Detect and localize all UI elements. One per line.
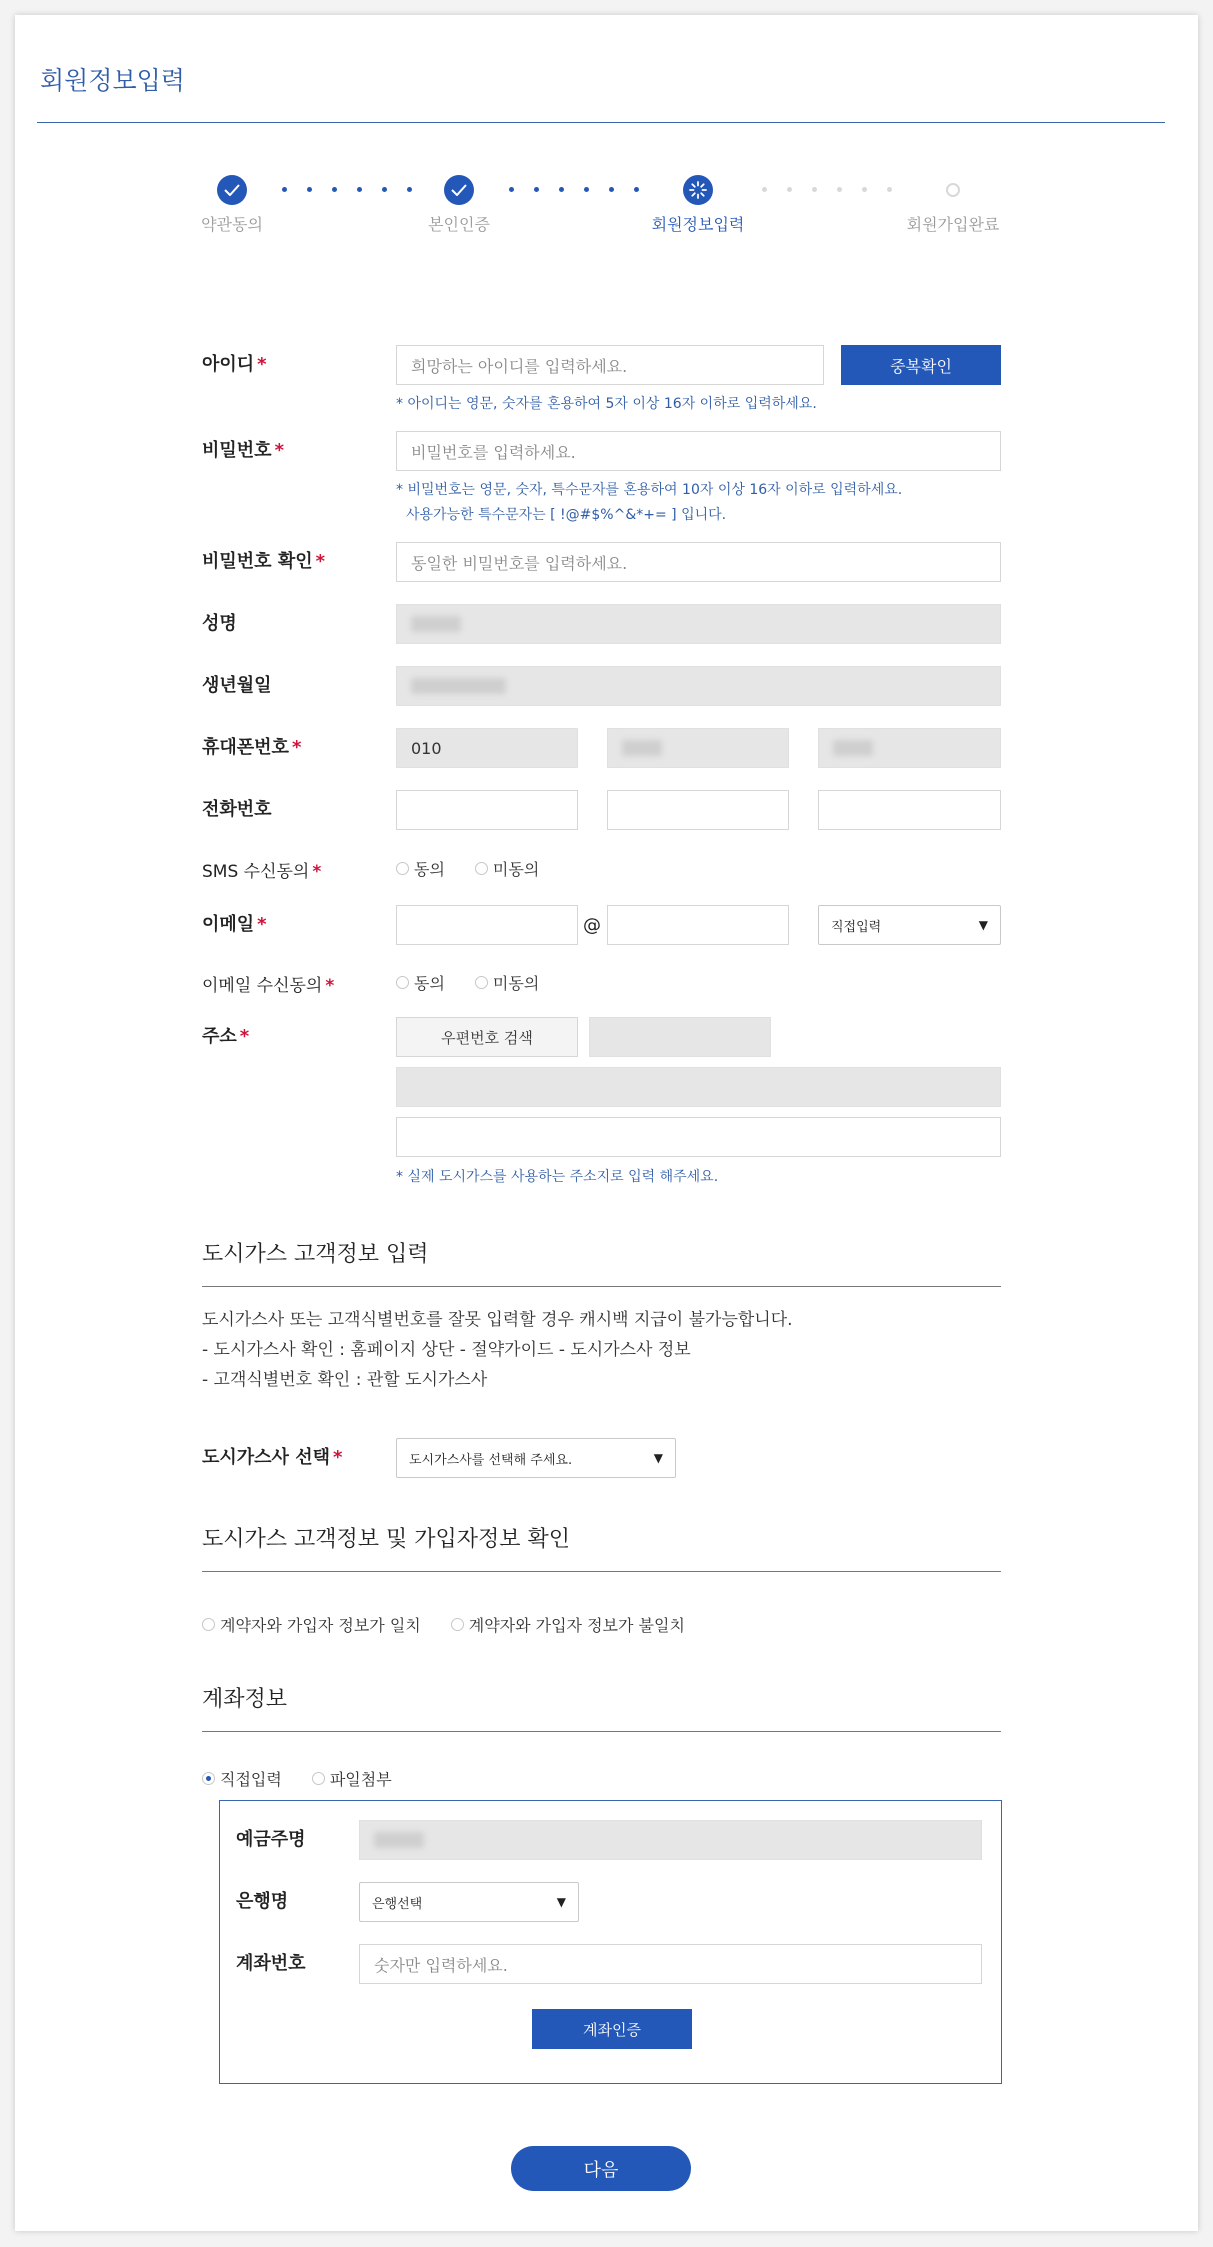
verify-group — [202, 1613, 715, 1636]
step-label-member-info: 회원정보입력 — [651, 215, 745, 234]
zipcode-input — [589, 1017, 771, 1057]
account-number-label: 계좌번호 — [236, 1953, 306, 1974]
pending-step-icon — [946, 183, 960, 197]
step-dot — [887, 187, 892, 192]
title-divider — [37, 122, 1165, 123]
step-dot — [282, 187, 287, 192]
step-label-terms: 약관동의 — [201, 215, 263, 234]
step-dot — [407, 187, 412, 192]
mobile-prefix-input: 010 — [396, 728, 578, 768]
email-disagree-radio[interactable]: 미동의 — [475, 971, 539, 994]
gas-info-title: 도시가스 고객정보 입력 — [202, 1242, 429, 1267]
zipcode-search-button[interactable]: 우편번호 검색 — [396, 1017, 578, 1057]
step-dot — [812, 187, 817, 192]
verify-title: 도시가스 고객정보 및 가입자정보 확인 — [202, 1527, 571, 1552]
step-dot — [509, 187, 514, 192]
id-input[interactable]: 희망하는 아이디를 입력하세요. — [396, 345, 824, 385]
email-at-sign: @ — [583, 915, 601, 936]
password-confirm-input[interactable]: 동일한 비밀번호를 입력하세요. — [396, 542, 1001, 582]
phone-middle-input[interactable] — [607, 790, 789, 830]
address-input — [396, 1067, 1001, 1107]
section-divider — [202, 1731, 1001, 1732]
step-dot — [559, 187, 564, 192]
password-confirm-label: 비밀번호 확인 * — [202, 551, 326, 572]
name-input — [396, 604, 1001, 644]
mobile-last-input — [818, 728, 1001, 768]
step-dot — [837, 187, 842, 192]
step-dot — [787, 187, 792, 192]
signup-card — [15, 15, 1198, 2231]
step-dot — [534, 187, 539, 192]
gas-company-label: 도시가스사 선택 * — [202, 1447, 343, 1468]
gas-company-select[interactable]: 도시가스사를 선택해 주세요. ▼ — [396, 1438, 676, 1478]
bank-label: 은행명 — [236, 1891, 289, 1912]
email-label: 이메일 * — [202, 914, 267, 935]
account-method-group — [202, 1767, 422, 1790]
address-detail-input[interactable] — [396, 1117, 1001, 1157]
account-verify-button[interactable]: 계좌인증 — [532, 2009, 692, 2049]
step-dot — [382, 187, 387, 192]
step-label-identity: 본인인증 — [428, 215, 490, 234]
section-divider — [202, 1286, 1001, 1287]
loading-spinner-icon — [683, 175, 713, 205]
email-id-input[interactable] — [396, 905, 578, 945]
email-domain-input[interactable] — [607, 905, 789, 945]
sms-agree-radio[interactable]: 동의 — [396, 857, 445, 880]
password-hint-special: 사용가능한 특수문자는 [ !@#$%^&*+= ] 입니다. — [406, 507, 727, 523]
password-input[interactable]: 비밀번호를 입력하세요. — [396, 431, 1001, 471]
sms-consent-group — [396, 857, 569, 880]
mobile-label: 휴대폰번호 * — [202, 737, 302, 758]
phone-prefix-input[interactable] — [396, 790, 578, 830]
step-label-complete: 회원가입완료 — [906, 215, 1000, 234]
mobile-middle-input — [607, 728, 789, 768]
direct-input-radio[interactable]: 직접입력 — [202, 1767, 282, 1790]
address-hint: * 실제 도시가스를 사용하는 주소지로 입력 해주세요. — [396, 1169, 719, 1185]
address-label: 주소 * — [202, 1026, 250, 1047]
next-button[interactable]: 다음 — [511, 2146, 691, 2191]
step-dot — [862, 187, 867, 192]
id-label: 아이디 * — [202, 354, 267, 375]
step-dot — [762, 187, 767, 192]
info-match-radio[interactable]: 계약자와 가입자 정보가 일치 — [202, 1613, 421, 1636]
gas-info-notice: 도시가스사 또는 고객식별번호를 잘못 입력할 경우 캐시백 지급이 불가능합니다. - 도시가스사 확인 : 홈페이지 상단 - 절약가이드 - 도시가스사 정보 - 고객식별번호 확인 : 관할 도시가스사 — [202, 1310, 793, 1390]
email-agree-radio[interactable]: 동의 — [396, 971, 445, 994]
chevron-down-icon: ▼ — [556, 1895, 566, 1909]
step-dot — [609, 187, 614, 192]
chevron-down-icon: ▼ — [653, 1451, 663, 1465]
email-domain-select[interactable]: 직접입력 ▼ — [818, 905, 1001, 945]
info-mismatch-radio[interactable]: 계약자와 가입자 정보가 불일치 — [451, 1613, 685, 1636]
account-box — [219, 1800, 1002, 2084]
name-label: 성명 — [202, 613, 237, 634]
holder-input — [359, 1820, 982, 1860]
file-attach-radio[interactable]: 파일첨부 — [312, 1767, 392, 1790]
email-consent-group — [396, 971, 569, 994]
chevron-down-icon: ▼ — [978, 918, 988, 932]
section-divider — [202, 1571, 1001, 1572]
account-title: 계좌정보 — [202, 1687, 288, 1712]
step-dot — [332, 187, 337, 192]
holder-label: 예금주명 — [236, 1829, 306, 1850]
phone-label: 전화번호 — [202, 799, 272, 820]
password-hint: * 비밀번호는 영문, 숫자, 특수문자를 혼용하여 10자 이상 16자 이하로 입력하세요. — [396, 482, 903, 498]
phone-last-input[interactable] — [818, 790, 1001, 830]
bank-select[interactable]: 은행선택 ▼ — [359, 1882, 579, 1922]
step-dot — [307, 187, 312, 192]
birth-label: 생년월일 — [202, 675, 272, 696]
duplicate-check-button[interactable]: 중복확인 — [841, 345, 1001, 385]
password-label: 비밀번호 * — [202, 440, 284, 461]
id-hint: * 아이디는 영문, 숫자를 혼용하여 5자 이상 16자 이하로 입력하세요. — [396, 396, 817, 412]
sms-disagree-radio[interactable]: 미동의 — [475, 857, 539, 880]
birth-input — [396, 666, 1001, 706]
check-icon — [217, 175, 247, 205]
email-consent-label: 이메일 수신동의 * — [202, 976, 335, 996]
step-dot — [584, 187, 589, 192]
sms-consent-label: SMS 수신동의 * — [202, 862, 322, 882]
page-title: 회원정보입력 — [40, 66, 185, 95]
check-icon — [444, 175, 474, 205]
step-dot — [357, 187, 362, 192]
account-number-input[interactable]: 숫자만 입력하세요. — [359, 1944, 982, 1984]
step-dot — [634, 187, 639, 192]
